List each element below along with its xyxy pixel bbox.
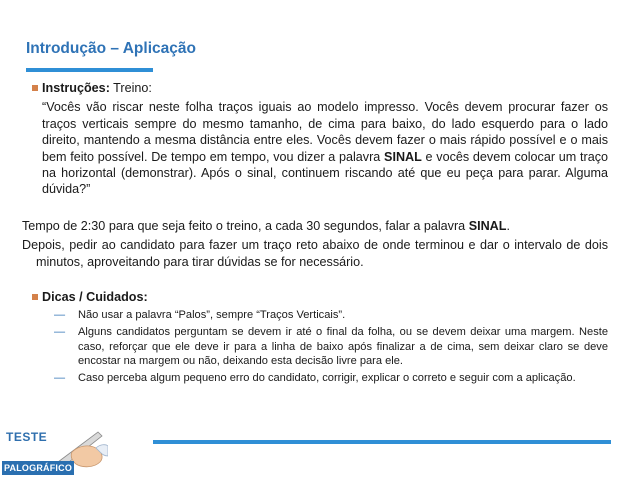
dash-marker: — bbox=[54, 326, 66, 339]
logo-bottom-text: PALOGRÁFICO bbox=[3, 463, 73, 473]
slide-title: Introdução – Aplicação bbox=[26, 40, 196, 57]
list-item bbox=[52, 371, 608, 386]
timing-paragraph bbox=[22, 218, 608, 234]
instructions-label-suffix: Treino: bbox=[109, 81, 152, 95]
list-item bbox=[52, 308, 608, 323]
dash-marker: — bbox=[54, 371, 66, 384]
quote-text-part-1: “Vocês vão riscar neste folha traços iguais ao modelo impresso. Vocês devem procurar fazer os traços verticais sempre do mesmo tamanho, de cima para baixo, do lado esquerdo para o lado direito, mantendo a mesma distância entre eles. Vocês devem fazer o mais rápido possível e o mais bem feito possível. De tempo em tempo, vou dizer a palavra bbox=[42, 100, 608, 164]
depois-paragraph: Depois, pedir ao candidato para fazer um traço reto abaixo de onde terminou e dar o intervalo de dois minutos, aproveitando para tirar dúvidas se for necessário. bbox=[22, 238, 608, 269]
logo-top-text: TESTE bbox=[6, 430, 48, 444]
list-item bbox=[52, 325, 608, 369]
tip-text: Não usar a palavra “Palos”, sempre “Traços Verticais”. bbox=[78, 309, 346, 322]
footer-rule bbox=[153, 440, 611, 444]
tip-text: Alguns candidatos perguntam se devem ir até o final da folha, ou se devem deixar uma margem. Neste caso, reforçar que ele deve ir para a linha de baixo após finalizar a de cima, sem deixar claro se deve encostar na margem ou não, deixando esta decisão livre para ele. bbox=[78, 326, 608, 368]
square-bullet-icon bbox=[32, 85, 38, 91]
title-underline bbox=[26, 68, 153, 72]
timing-text-part-2: . bbox=[506, 218, 510, 233]
instructions-heading bbox=[22, 80, 608, 96]
tips-heading bbox=[22, 289, 608, 305]
instructions-quote bbox=[42, 99, 608, 197]
instructions-label: Instruções: bbox=[42, 81, 110, 95]
teste-palografico-logo bbox=[0, 420, 110, 478]
square-bullet-icon bbox=[32, 294, 38, 300]
tips-list bbox=[52, 308, 608, 385]
timing-sinal-word: SINAL bbox=[468, 218, 507, 233]
tip-text: Caso perceba algum pequeno erro do candidato, corrigir, explicar o correto e seguir com a aplicação. bbox=[78, 371, 576, 384]
quote-text-part-2: e vocês devem colocar um traço na horizontal (demonstrar). Após o sinal, continuem riscando até que eu peça para parar. Alguma dúvida?” bbox=[42, 149, 608, 197]
tips-label: Dicas / Cuidados: bbox=[42, 290, 148, 305]
slide-content bbox=[22, 80, 608, 387]
timing-text-part-1: Tempo de 2:30 para que seja feito o treino, a cada 30 segundos, falar a palavra bbox=[22, 218, 469, 233]
dash-marker: — bbox=[54, 309, 66, 322]
quote-sinal-word: SINAL bbox=[384, 149, 422, 164]
